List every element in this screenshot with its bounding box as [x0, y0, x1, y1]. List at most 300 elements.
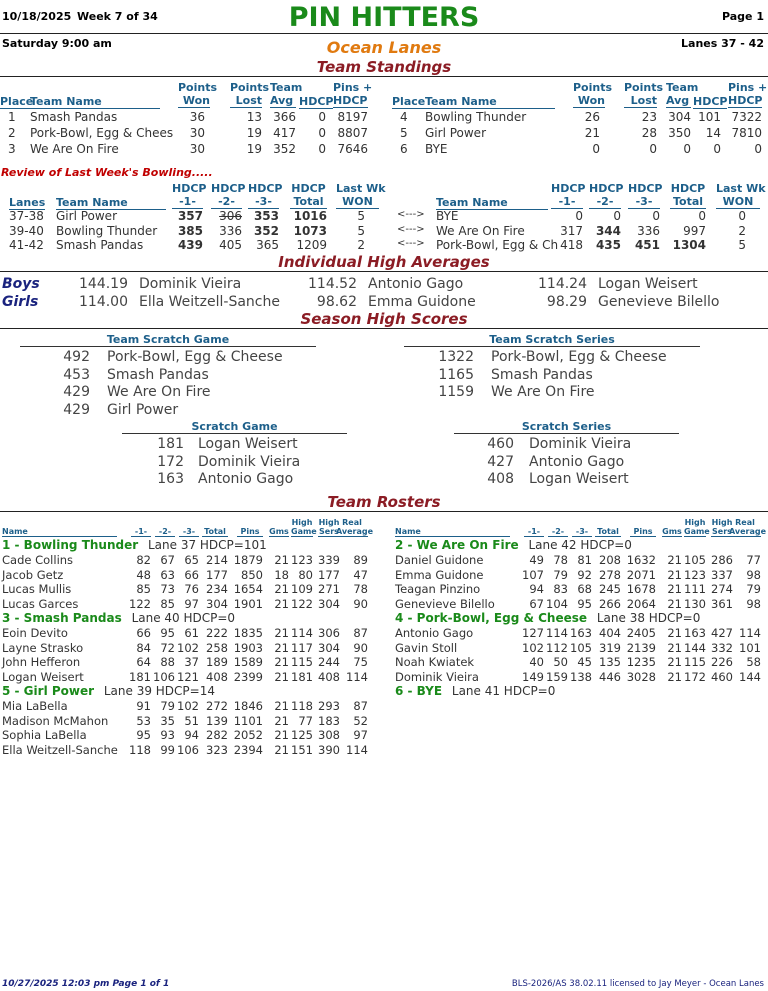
roster-hg: 114: [291, 626, 313, 640]
roster-g1: 122: [129, 596, 151, 611]
high-average-value: 98.62: [316, 294, 357, 310]
roster-hg: 111: [684, 582, 706, 596]
review-opp-total: 997: [683, 223, 706, 238]
roster-total: 266: [599, 596, 621, 611]
review-opponent-team: BYE: [436, 209, 459, 223]
roster-hg: 181: [291, 669, 313, 684]
roster-gms: 21: [667, 626, 682, 640]
roster-avg: 114: [739, 626, 761, 640]
roster-gms: 21: [274, 553, 289, 567]
roster-hs: 337: [711, 567, 733, 582]
roster-g1: 127: [522, 626, 544, 640]
roster-gms: 18: [274, 567, 289, 582]
high-averages-divider: [0, 271, 768, 272]
roster-player-name: Sophia LaBella: [2, 728, 87, 742]
roster-hs: 293: [318, 699, 340, 713]
roster-g3: 66: [184, 567, 199, 582]
review-game2: 405: [219, 238, 242, 252]
standing-hdcp: 0: [318, 142, 326, 156]
roster-team-header: 2 - We Are On Fire Lane 42 HDCP=0: [395, 538, 632, 552]
roster-avg: 78: [353, 582, 368, 596]
team-series-name: Smash Pandas: [491, 366, 593, 383]
standing-hdcp: 0: [318, 110, 326, 124]
roster-pins: 2052: [233, 728, 263, 742]
review-total: 1016: [293, 209, 327, 223]
high-average-name: Emma Guidone: [368, 294, 476, 310]
roster-g3: 45: [577, 655, 592, 669]
roster-g2: 104: [546, 596, 568, 611]
roster-hs: 244: [318, 655, 340, 669]
review-opponent-team: Pork-Bowl, Egg & Ch: [436, 238, 559, 252]
review-team: Bowling Thunder: [56, 223, 158, 238]
scratch-game-label: Scratch Game: [122, 420, 347, 434]
footer-license: BLS-2026/AS 38.02.11 licensed to Jay Meyer - Ocean Lanes: [511, 979, 764, 989]
roster-avg: 114: [346, 742, 368, 757]
roster-total: 304: [206, 596, 228, 611]
standing-avg: 0: [683, 142, 691, 156]
roster-avg: 87: [353, 699, 368, 713]
standing-team: Smash Pandas: [30, 110, 118, 124]
header-hdcp-game1: HDCP -1-: [551, 182, 586, 208]
review-won: 5: [357, 209, 365, 223]
roster-g3: 65: [184, 553, 199, 567]
roster-g3: 121: [177, 669, 199, 684]
roster-g2: 99: [160, 742, 175, 757]
roster-hs: 304: [318, 640, 340, 655]
header-hdcp-game2: HDCP -2-: [211, 182, 246, 208]
roster-hs: 271: [318, 582, 340, 596]
header-place: Place: [392, 95, 426, 108]
roster-g2: 50: [553, 655, 568, 669]
header-pins-hdcp: Pins + HDCP: [333, 81, 373, 107]
review-opp-total: 1304: [672, 238, 706, 252]
roster-g3: 106: [177, 742, 199, 757]
roster-pins: 2405: [626, 626, 656, 640]
roster-total: 177: [206, 567, 228, 582]
roster-avg: 97: [353, 728, 368, 742]
standing-lost: 0: [649, 142, 657, 156]
roster-header-gms: Gms: [269, 527, 289, 536]
roster-pins: 1235: [626, 655, 656, 669]
roster-g2: 159: [546, 669, 568, 684]
review-opp-game1: 317: [560, 223, 583, 238]
standing-pins: 7810: [731, 126, 762, 140]
review-opp-total: 0: [698, 209, 706, 223]
standing-pins: 8197: [337, 110, 368, 124]
roster-header-g3: -3-: [179, 527, 199, 537]
standing-hdcp: 0: [318, 126, 326, 140]
roster-pins: 1632: [626, 553, 656, 567]
team-game-name: Pork-Bowl, Egg & Cheese: [107, 349, 283, 365]
standing-place: 6: [400, 142, 408, 156]
season-high-title: Season High Scores: [300, 310, 468, 328]
review-team: Girl Power: [56, 209, 117, 223]
header-team-name: Team Name: [30, 95, 160, 109]
review-game3: 352: [253, 223, 279, 238]
header-hdcp-game3: HDCP -3-: [628, 182, 663, 208]
lanes-range: Lanes 37 - 42: [681, 37, 764, 50]
roster-player-name: Dominik Vieira: [395, 669, 479, 684]
team-game-score: 429: [63, 401, 90, 418]
review-opp-game1: 418: [560, 238, 583, 252]
roster-player-name: Daniel Guidone: [395, 553, 484, 567]
roster-gms: 21: [274, 728, 289, 742]
review-game1: 439: [177, 238, 203, 252]
roster-player-name: Madison McMahon: [2, 713, 109, 728]
roster-hg: 122: [291, 596, 313, 611]
roster-g3: 61: [184, 626, 199, 640]
roster-player-name: Emma Guidone: [395, 567, 484, 582]
review-opp-won: 2: [738, 223, 746, 238]
roster-hg: 115: [684, 655, 706, 669]
standing-place: 3: [8, 142, 16, 156]
roster-total: 272: [206, 699, 228, 713]
roster-pins: 1101: [233, 713, 263, 728]
review-opponent-team: We Are On Fire: [436, 223, 525, 238]
roster-g2: 112: [546, 640, 568, 655]
roster-gms: 21: [274, 640, 289, 655]
review-won: 2: [357, 238, 365, 252]
high-average-name: Antonio Gago: [368, 276, 464, 292]
boys-label: Boys: [2, 276, 40, 292]
roster-gms: 21: [274, 669, 289, 684]
roster-g3: 92: [577, 567, 592, 582]
roster-total: 278: [599, 567, 621, 582]
scratch-series-name: Dominik Vieira: [529, 436, 632, 452]
review-lanes: 41-42: [9, 238, 44, 252]
roster-pins: 1901: [233, 596, 263, 611]
review-total: 1209: [296, 238, 327, 252]
roster-hs: 286: [711, 553, 733, 567]
roster-total: 323: [206, 742, 228, 757]
roster-gms: 21: [274, 713, 289, 728]
roster-hs: 226: [711, 655, 733, 669]
roster-g2: 78: [553, 553, 568, 567]
standing-won: 36: [189, 110, 205, 124]
roster-avg: 47: [353, 567, 368, 582]
header-hdcp-game2: HDCP -2-: [589, 182, 624, 208]
roster-player-name: Ella Weitzell-Sanche: [2, 742, 118, 757]
team-series-score: 1165: [438, 366, 474, 383]
roster-player-name: Eoin Devito: [2, 626, 68, 640]
roster-g2: 93: [160, 728, 175, 742]
roster-header-name: Name: [395, 527, 510, 537]
roster-player-name: Genevieve Bilello: [395, 596, 495, 611]
roster-total: 208: [599, 553, 621, 567]
team-series-score: 1322: [438, 349, 474, 365]
roster-g2: 95: [160, 626, 175, 640]
standing-avg: 304: [668, 110, 691, 124]
review-opp-game2: 435: [595, 238, 621, 252]
roster-total: 234: [206, 582, 228, 596]
roster-hs: 274: [711, 582, 733, 596]
print-date: 10/18/2025: [2, 10, 72, 23]
roster-total: 135: [599, 655, 621, 669]
roster-pins: 1835: [233, 626, 263, 640]
roster-g2: 72: [160, 640, 175, 655]
header-team-name: Team Name: [425, 95, 555, 109]
standing-lost: 23: [641, 110, 657, 124]
standing-place: 2: [8, 126, 16, 140]
roster-pins: 2064: [626, 596, 656, 611]
roster-player-name: Gavin Stoll: [395, 640, 458, 655]
header-team-avg: Team Avg: [270, 81, 303, 107]
roster-g2: 73: [160, 582, 175, 596]
day-time: Saturday 9:00 am: [2, 37, 112, 50]
vs-arrow: <--->: [397, 238, 425, 249]
roster-hs: 390: [318, 742, 340, 757]
team-series-score: 1159: [438, 384, 474, 400]
header-place: Place: [0, 95, 34, 108]
roster-total: 404: [599, 626, 621, 640]
scratch-series-label: Scratch Series: [454, 420, 679, 434]
roster-header-hs: High Sers: [711, 518, 733, 536]
roster-header-name: Name: [2, 527, 117, 537]
roster-g2: 83: [553, 582, 568, 596]
roster-player-name: Noah Kwiatek: [395, 655, 475, 669]
scratch-series-name: Antonio Gago: [529, 453, 625, 470]
roster-g1: 95: [136, 728, 151, 742]
standing-won: 26: [584, 110, 600, 124]
week-label: Week 7 of 34: [77, 10, 158, 23]
roster-player-name: Logan Weisert: [2, 669, 84, 684]
roster-g2: 63: [160, 567, 175, 582]
review-opp-game3: 336: [637, 223, 660, 238]
review-opp-game2: 344: [595, 223, 621, 238]
roster-g1: 49: [529, 553, 544, 567]
roster-hs: 332: [711, 640, 733, 655]
header-hdcp-game1: HDCP -1-: [172, 182, 207, 208]
roster-g1: 66: [136, 626, 151, 640]
review-opp-game1: 0: [575, 209, 583, 223]
roster-g3: 138: [570, 669, 592, 684]
standing-won: 0: [592, 142, 600, 156]
roster-total: 245: [599, 582, 621, 596]
review-opp-game3: 451: [634, 238, 660, 252]
team-scratch-game-label: Team Scratch Game: [20, 333, 316, 347]
high-average-value: 114.52: [308, 276, 357, 292]
standing-avg: 350: [668, 126, 691, 140]
roster-total: 319: [599, 640, 621, 655]
roster-g3: 76: [184, 582, 199, 596]
high-average-name: Genevieve Bilello: [598, 294, 720, 310]
roster-player-name: Mia LaBella: [2, 699, 68, 713]
roster-gms: 21: [274, 699, 289, 713]
vs-arrow: <--->: [397, 209, 425, 220]
roster-gms: 21: [274, 655, 289, 669]
roster-avg: 79: [746, 582, 761, 596]
roster-hg: 123: [291, 553, 313, 567]
roster-hg: 144: [684, 640, 706, 655]
roster-header-total: Total: [202, 527, 228, 537]
roster-g1: 48: [136, 567, 151, 582]
high-average-value: 98.29: [546, 294, 587, 310]
roster-header-hg: High Game: [291, 518, 317, 536]
standing-lost: 28: [641, 126, 657, 140]
roster-g3: 37: [184, 655, 199, 669]
vs-arrow: <--->: [397, 223, 425, 235]
standing-team: Pork-Bowl, Egg & Chees: [30, 126, 174, 140]
header-team-avg: Team Avg: [666, 81, 699, 107]
roster-g1: 118: [129, 742, 151, 757]
scratch-game-score: 181: [157, 436, 184, 452]
standing-won: 30: [189, 126, 205, 140]
roster-gms: 21: [667, 567, 682, 582]
high-average-value: 114.00: [79, 294, 128, 310]
header-hdcp-total: HDCP Total: [670, 182, 706, 208]
roster-player-name: Lucas Mullis: [2, 582, 72, 596]
review-opp-game3: 0: [652, 209, 660, 223]
roster-header-hs: High Sers: [318, 518, 340, 536]
roster-gms: 21: [667, 582, 682, 596]
roster-gms: 21: [274, 582, 289, 596]
roster-hg: 163: [684, 626, 706, 640]
roster-hs: 304: [318, 596, 340, 611]
review-game3: 353: [253, 209, 279, 223]
roster-team-header: 4 - Pork-Bowl, Egg & Cheese Lane 38 HDCP=0: [395, 611, 701, 625]
roster-hs: 361: [711, 596, 733, 611]
scratch-series-score: 427: [487, 453, 514, 470]
roster-g1: 91: [136, 699, 151, 713]
review-game1: 385: [177, 223, 203, 238]
rosters-divider: [0, 511, 768, 512]
roster-player-name: Teagan Pinzino: [395, 582, 481, 596]
roster-total: 258: [206, 640, 228, 655]
roster-g3: 51: [184, 713, 199, 728]
roster-pins: 850: [241, 567, 263, 582]
roster-pins: 1846: [233, 699, 263, 713]
review-game2: 306: [219, 209, 242, 223]
roster-gms: 21: [274, 626, 289, 640]
roster-hg: 172: [684, 669, 706, 684]
roster-player-name: Antonio Gago: [395, 626, 474, 640]
header-hdcp-game3: HDCP -3-: [248, 182, 283, 208]
roster-player-name: Cade Collins: [2, 553, 74, 567]
roster-total: 214: [206, 553, 228, 567]
roster-pins: 1879: [233, 553, 263, 567]
roster-header-avg: Real Average: [336, 518, 374, 536]
standing-pins: 0: [754, 142, 762, 156]
scratch-game-name: Antonio Gago: [198, 471, 294, 487]
team-game-score: 429: [63, 384, 90, 400]
roster-avg: 114: [346, 669, 368, 684]
page-number: Page 1: [721, 10, 764, 23]
roster-header-g2: -2-: [548, 527, 568, 537]
roster-hg: 105: [684, 553, 706, 567]
roster-hs: 339: [318, 553, 340, 567]
header-lanes: Lanes: [9, 196, 46, 209]
roster-hs: 177: [318, 567, 340, 582]
roster-g1: 40: [529, 655, 544, 669]
roster-avg: 90: [353, 640, 368, 655]
roster-hg: 115: [291, 655, 313, 669]
roster-header-g3: -3-: [572, 527, 592, 537]
girls-label: Girls: [2, 294, 39, 310]
roster-header-pins: Pins: [630, 527, 656, 537]
roster-g3: 95: [577, 596, 592, 611]
roster-pins: 3028: [626, 669, 656, 684]
roster-header-g1: -1-: [131, 527, 151, 537]
scratch-game-name: Logan Weisert: [198, 436, 298, 452]
bowling-center: Ocean Lanes: [326, 38, 442, 57]
header-points-lost: Points Lost: [624, 81, 664, 107]
roster-header-pins: Pins: [237, 527, 263, 537]
roster-team-header: 5 - Girl Power Lane 39 HDCP=14: [2, 684, 215, 698]
standing-won: 30: [189, 142, 205, 156]
roster-hs: 183: [318, 713, 340, 728]
standing-team: Girl Power: [425, 126, 486, 140]
standing-hdcp: 0: [713, 142, 721, 156]
roster-g2: 35: [160, 713, 175, 728]
roster-g1: 67: [529, 596, 544, 611]
roster-hg: 125: [291, 728, 313, 742]
roster-avg: 98: [746, 567, 761, 582]
roster-team-header: 3 - Smash Pandas Lane 40 HDCP=0: [2, 611, 236, 625]
roster-gms: 21: [667, 640, 682, 655]
standing-place: 4: [400, 110, 408, 124]
roster-g3: 97: [184, 596, 199, 611]
roster-header-total: Total: [595, 527, 621, 537]
review-lanes: 39-40: [9, 223, 44, 238]
roster-pins: 2139: [626, 640, 656, 655]
roster-player-name: Lucas Garces: [2, 596, 79, 611]
roster-player-name: John Hefferon: [2, 655, 81, 669]
roster-g2: 79: [160, 699, 175, 713]
roster-hs: 408: [318, 669, 340, 684]
high-averages-title: Individual High Averages: [278, 253, 490, 271]
standing-avg: 417: [273, 126, 296, 140]
roster-header-gms: Gms: [662, 527, 682, 536]
roster-pins: 1903: [233, 640, 263, 655]
roster-gms: 21: [274, 596, 289, 611]
roster-g2: 85: [160, 596, 175, 611]
roster-gms: 21: [274, 742, 289, 757]
roster-avg: 101: [739, 640, 761, 655]
scratch-game-score: 172: [157, 453, 184, 470]
roster-team-header: 6 - BYE Lane 41 HDCP=0: [395, 684, 556, 698]
roster-gms: 21: [667, 655, 682, 669]
header-pins-hdcp: Pins + HDCP: [728, 81, 768, 107]
roster-pins: 2394: [233, 742, 263, 757]
footer-printed: 10/27/2025 12:03 pm Page 1 of 1: [2, 979, 170, 989]
roster-team-header: 1 - Bowling Thunder Lane 37 HDCP=101: [2, 538, 267, 552]
roster-hg: 123: [684, 567, 706, 582]
high-average-name: Logan Weisert: [598, 276, 698, 292]
review-game1: 357: [177, 209, 203, 223]
roster-g1: 149: [522, 669, 544, 684]
team-series-name: We Are On Fire: [491, 384, 595, 400]
season-high-divider: [0, 328, 768, 329]
standing-hdcp: 14: [705, 126, 721, 140]
roster-g1: 82: [136, 553, 151, 567]
roster-hg: 77: [298, 713, 313, 728]
roster-header-g1: -1-: [524, 527, 544, 537]
roster-gms: 21: [667, 669, 682, 684]
review-opp-won: 0: [738, 209, 746, 223]
standing-team: Bowling Thunder: [425, 110, 527, 124]
standing-lost: 13: [246, 110, 262, 124]
roster-hg: 117: [291, 640, 313, 655]
roster-g3: 102: [177, 699, 199, 713]
standing-lost: 19: [246, 142, 262, 156]
review-opp-game2: 0: [613, 209, 621, 223]
scratch-game-score: 163: [157, 471, 184, 487]
review-game2: 336: [219, 223, 242, 238]
roster-g3: 94: [184, 728, 199, 742]
roster-hs: 427: [711, 626, 733, 640]
roster-g2: 88: [160, 655, 175, 669]
roster-g3: 81: [577, 553, 592, 567]
